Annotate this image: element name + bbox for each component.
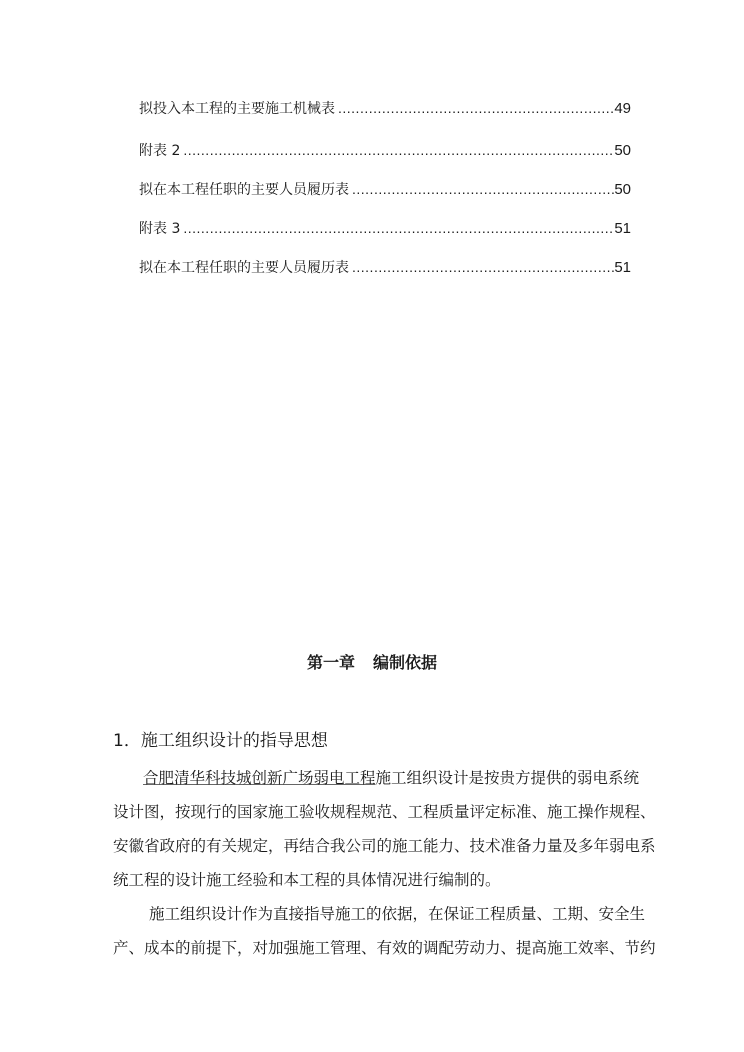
chapter-title: 编制依据 — [373, 653, 438, 672]
toc-leader — [352, 179, 614, 199]
chapter-heading — [0, 650, 744, 673]
paragraph-line: 安徽省政府的有关规定，再结合我公司的施工能力、技术准备力量及多年弱电系 — [113, 837, 656, 855]
toc-entry-title: 拟在本工程任职的主要人员履历表 — [139, 260, 349, 276]
toc-entry-page: 51 — [614, 259, 631, 276]
toc-entry[interactable] — [139, 140, 631, 160]
toc-entry-page: 50 — [614, 181, 631, 198]
chapter-number: 第一章 — [306, 653, 355, 672]
toc-entry-title: 附表 2 — [139, 143, 181, 159]
toc-leader — [183, 218, 614, 238]
toc-entry[interactable] — [139, 98, 631, 118]
toc-leader — [352, 257, 614, 277]
paragraph-line: 统工程的设计施工经验和本工程的具体情况进行编制的。 — [113, 871, 501, 889]
section-heading: 1．施工组织设计的指导思想 — [113, 731, 328, 751]
toc-entry[interactable] — [139, 179, 631, 199]
toc-entry-title: 附表 3 — [139, 221, 181, 237]
toc-leader — [183, 140, 614, 160]
toc-entry-title: 拟在本工程任职的主要人员履历表 — [139, 182, 349, 198]
toc-entry-page: 49 — [614, 100, 631, 117]
line-text: 施工组织设计是按贵方提供的弱电系统 — [375, 769, 640, 787]
project-name: 合肥清华科技城创新广场弱电工程 — [143, 769, 376, 787]
toc-entry[interactable] — [139, 218, 631, 238]
toc-entry-page: 51 — [614, 220, 631, 237]
toc-entry-page: 50 — [614, 142, 631, 159]
paragraph-line: 设计图，按现行的国家施工验收规程规范、工程质量评定标准、施工操作规程、 — [113, 803, 656, 821]
paragraph-line: 产、成本的前提下，对加强施工管理、有效的调配劳动力、提高施工效率、节约 — [113, 939, 656, 957]
toc-entry[interactable] — [139, 257, 631, 277]
paragraph-line — [143, 767, 640, 789]
toc-leader — [338, 98, 614, 118]
toc-entry-title: 拟投入本工程的主要施工机械表 — [139, 101, 335, 117]
paragraph-line: 施工组织设计作为直接指导施工的依据，在保证工程质量、工期、安全生 — [149, 905, 646, 923]
